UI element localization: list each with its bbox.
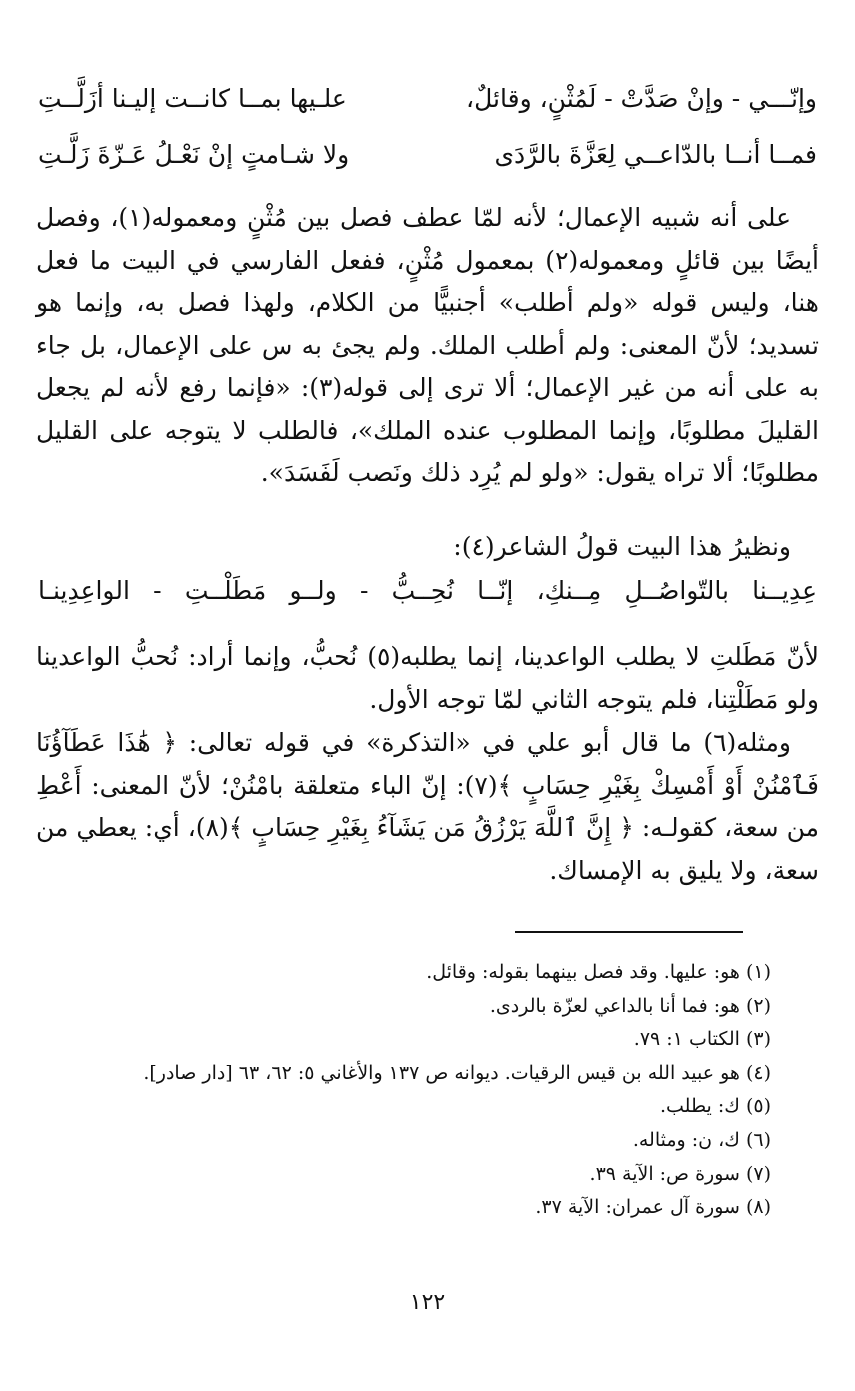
body-paragraph: ومثله(٦) ما قال أبو علي في «التذكرة» في قوله تعالى: ﴿ هَٰذَا عَطَآؤُنَا فَٱمْنُنْ أَوْ أَمْسِكْ بِغَيْرِ حِسَابٍ ﴾(٧): إنّ الباء متعلقة بامْنُنْ؛ لأنّ المعنى: أَعْطِ من سعة، كقولـه: ﴿ إِنَّ ٱللَّهَ يَرْزُقُ مَن يَشَآءُ بِغَيْرِ حِسَابٍ ﴾(٨)، أي: يعطي من سعة، ولا يليق به الإمساك. xyxy=(36,728,820,885)
footnote-number: (٥) xyxy=(745,1095,771,1118)
footnote-text: الكتاب ١: ٧٩. xyxy=(633,1028,740,1051)
footnote xyxy=(36,1023,771,1057)
footnote-number: (٣) xyxy=(745,1028,771,1051)
verse-second-hemistich: ولا شـامتٍ إنْ نَعْـلُ عَـزّةَ زَلَّـتِ xyxy=(38,139,350,169)
verse-line-middle xyxy=(38,570,817,610)
page-number: ١٢٢ xyxy=(409,1290,446,1315)
footnote xyxy=(36,1191,771,1225)
footnote xyxy=(36,1124,771,1158)
footnote-text: سورة آل عمران: الآية ٣٧. xyxy=(535,1196,740,1219)
verse-text: عِدِيــنا بالتّواصُــلِ مِــنكِ، إنّــا نُحِــبُّ - ولــو مَطَلْــتِ - الواعِدِينـا xyxy=(38,575,817,605)
footnote-text: ك، ن: ومثاله. xyxy=(632,1128,740,1151)
footnote-text: هو: فما أنا بالداعي لعزّة بالردى. xyxy=(489,994,740,1017)
footnote xyxy=(36,956,771,990)
verse-line xyxy=(38,134,817,174)
body-paragraph: ونظيرُ هذا البيت قولُ الشاعر(٤): xyxy=(453,532,791,561)
footnote-text: سورة ص: الآية ٣٩. xyxy=(589,1162,740,1185)
verse-first-hemistich: وإنّـــي - وإنْ صَدَّتْ - لَمُثْنٍ، وقائلٌ، xyxy=(466,83,817,113)
body-paragraph: على أنه شبيه الإعمال؛ لأنه لمّا عطف فصل بين مُثْنٍ ومعموله(١)، وفصل أيضًا بين قائلٍ ومعموله(٢) بمعمول مُثْنٍ، ففعل الفارسي في البيت ما فعل هنا، وليس قوله «ولم أطلب» أجنبيًّا من الكلام، ولهذا فصل به، وإنما هو تسديد؛ لأنّ المعنى: ولم أطلب الملك. ولم يجئ به س على الإعمال، بل جاء به على أنه من غير الإعمال؛ ألا ترى إلى قوله(٣): «فإنما رفع لأنه لم يجعل القليلَ مطلوبًا، وإنما المطلوب عنده الملك»، فالطلب لا يتوجه على القليل مطلوبًا؛ ألا تراه يقول: «ولو لم يُرِد ذلك ونَصب لَفَسَدَ». xyxy=(36,203,819,487)
footnote-number: (٧) xyxy=(745,1162,771,1185)
footnote-divider xyxy=(515,931,743,933)
body-paragraph: لأنّ مَطَلتِ لا يطلب الواعدينا، إنما يطلبه(٥) نُحبُّ، وإنما أراد: نُحبُّ الواعدينا ولو مَطَلْتِنا، فلم يتوجه الثاني لمّا توجه الأول. xyxy=(36,642,820,714)
footnote-number: (٢) xyxy=(745,994,771,1017)
footnote-number: (١) xyxy=(745,961,771,983)
verse-line xyxy=(38,78,817,118)
footnotes xyxy=(36,956,771,1225)
footnote xyxy=(36,1158,771,1192)
footnote xyxy=(36,1090,771,1124)
footnote xyxy=(36,990,771,1024)
footnote-number: (٨) xyxy=(745,1196,771,1219)
verse-first-hemistich: فمــا أنــا بالدّاعــي لِعَزَّةَ بالرَّدَى xyxy=(494,139,817,169)
footnote xyxy=(36,1057,771,1091)
footnote-text: ك: يطلب. xyxy=(659,1095,740,1118)
footnote-text: هو عبيد الله بن قيس الرقيات. ديوانه ص ١٣٧ والأغاني ٥: ٦٢، ٦٣ [دار صادر]. xyxy=(143,1061,740,1084)
footnote-number: (٤) xyxy=(745,1061,771,1084)
footnote-number: (٦) xyxy=(745,1128,771,1151)
verse-second-hemistich: علـيها بمــا كانــت إليـنا أزَلَّــتِ xyxy=(38,83,347,113)
footnote-text: هو: عليها. وقد فصل بينهما بقوله: وقائل. xyxy=(426,961,740,983)
